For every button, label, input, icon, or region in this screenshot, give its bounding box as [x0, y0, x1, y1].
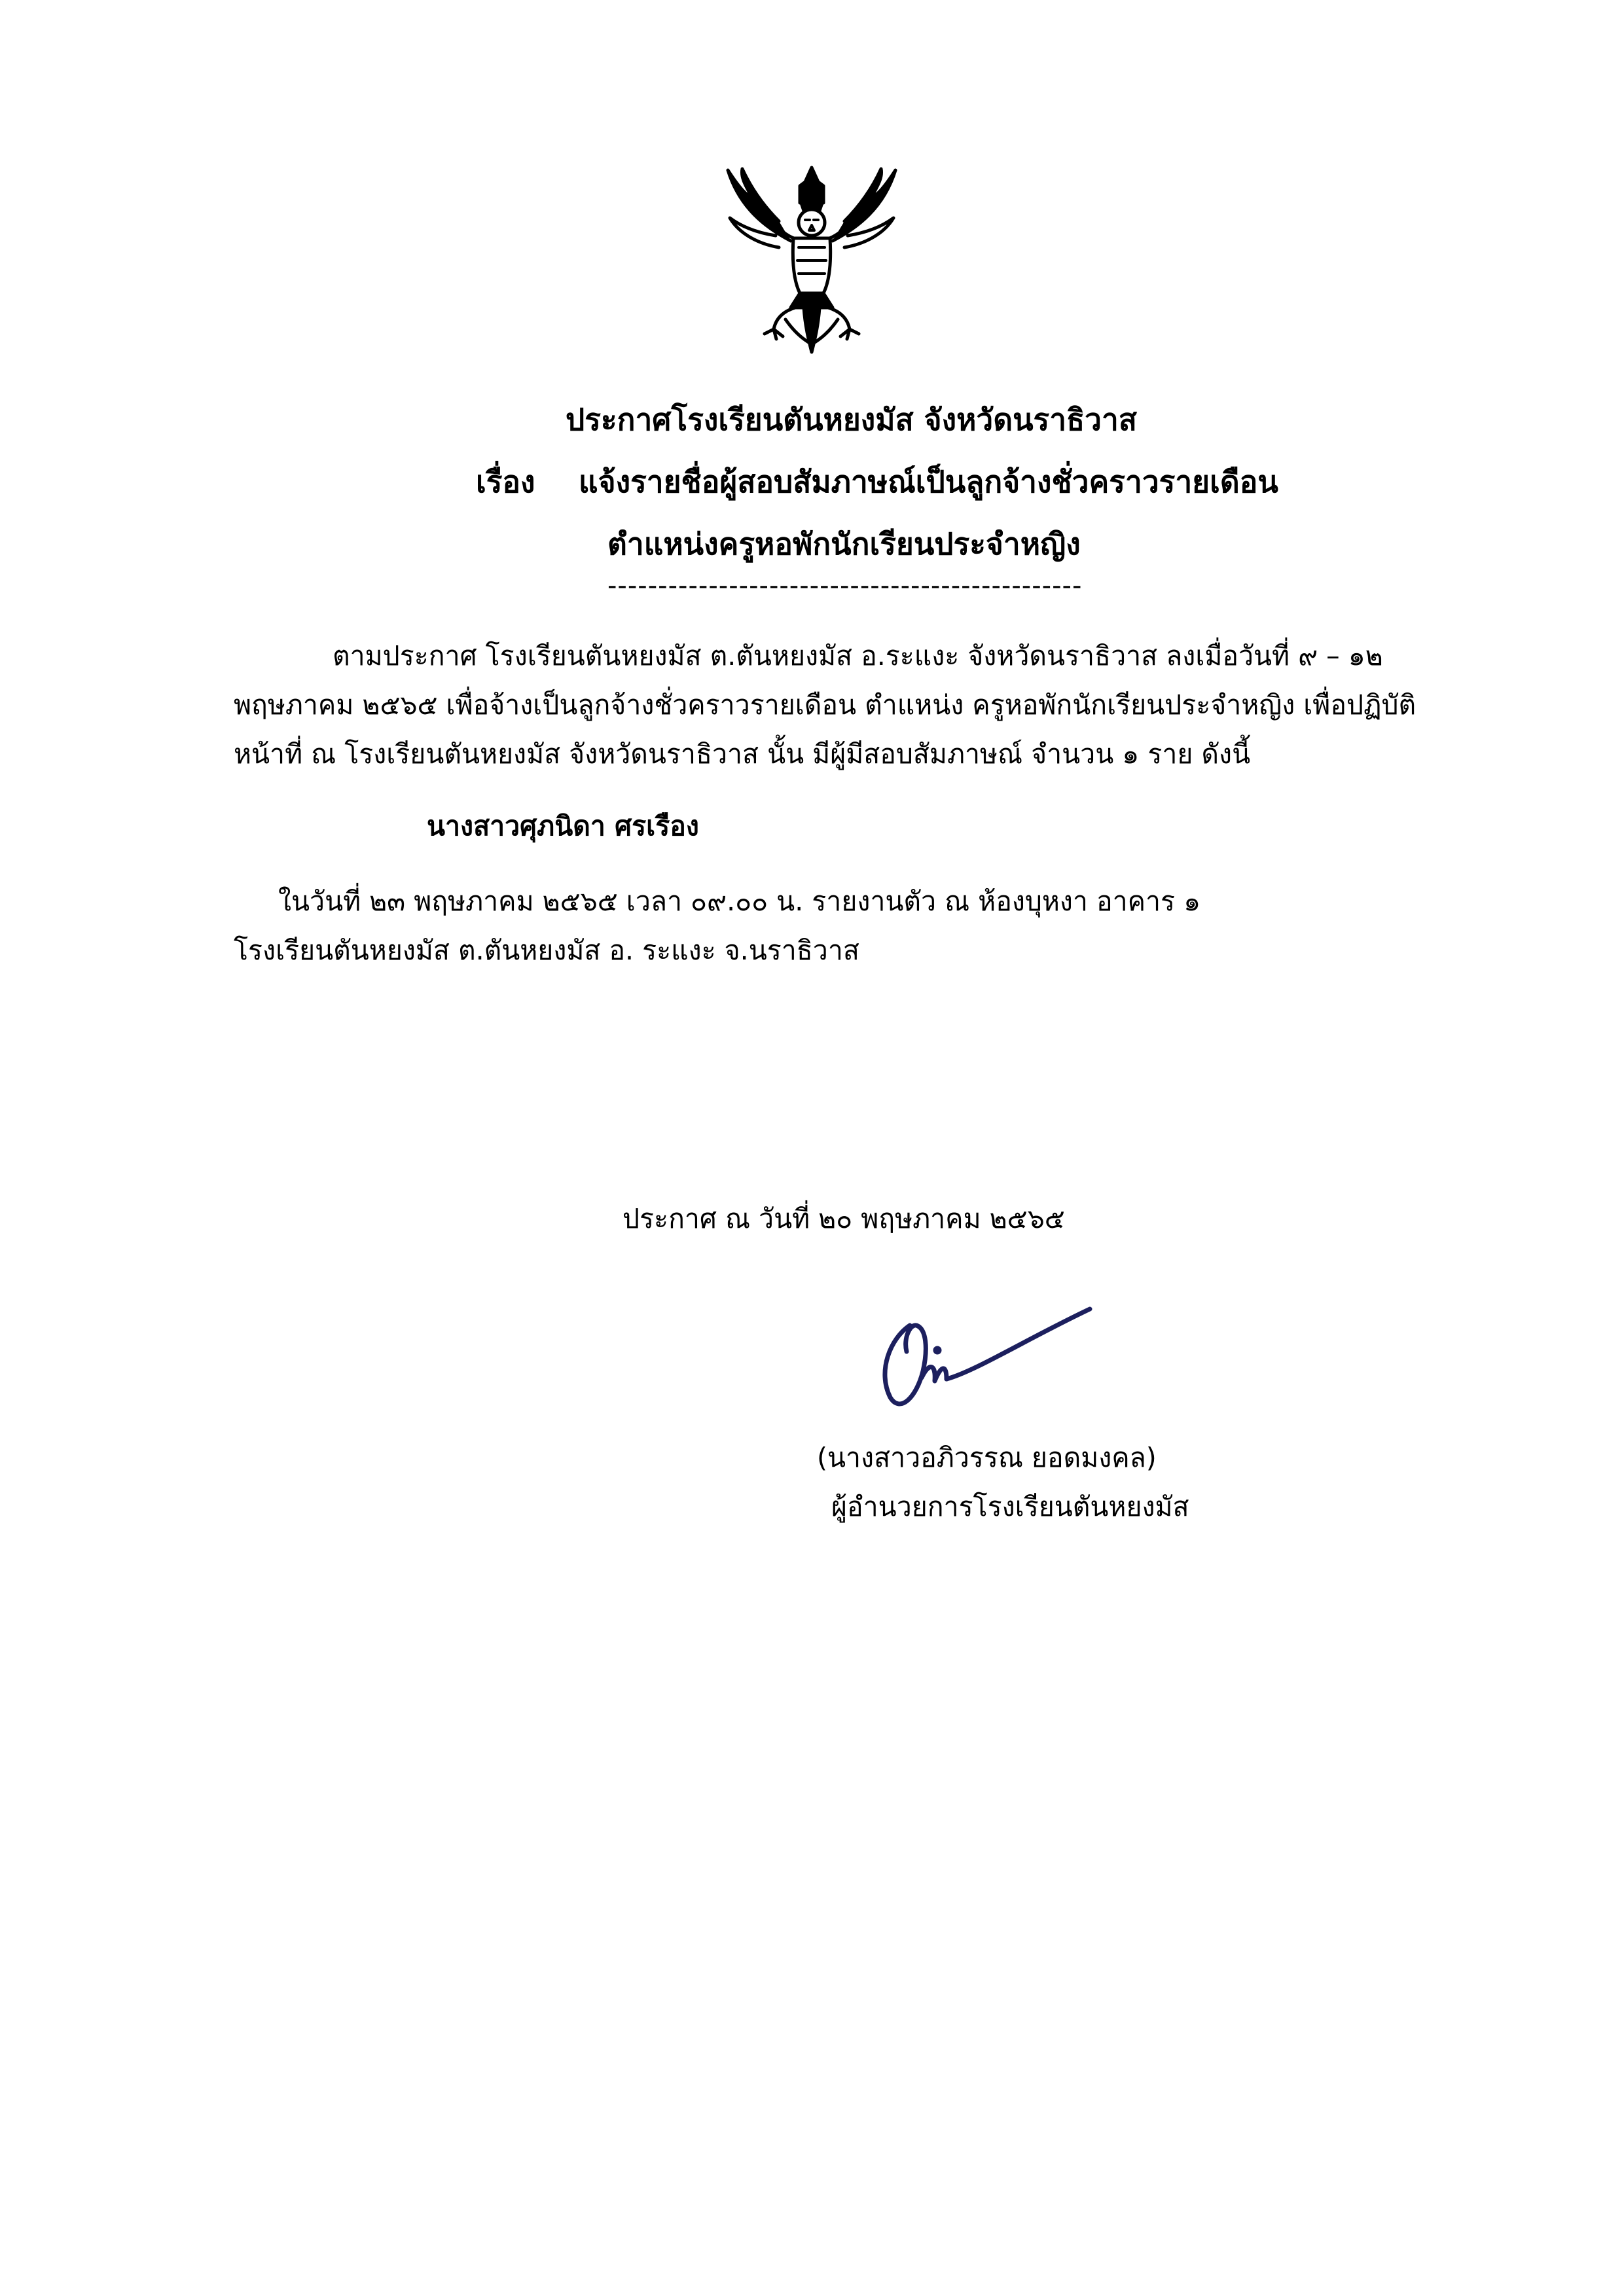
signature: [864, 1299, 1100, 1424]
subject-label: เรื่อง: [476, 464, 535, 499]
paragraph-2-line-2: โรงเรียนตันหยงมัส ต.ตันหยงมัส อ. ระแงะ จ.นราธิวาส: [234, 935, 859, 966]
signer-name: (นางสาวอภิวรรณ ยอดมงคล): [817, 1442, 1157, 1473]
header-separator: -----------------------------------------------: [607, 571, 1083, 601]
paragraph-2-line-1: ในวันที่ ๒๓ พฤษภาคม ๒๕๖๕ เวลา ๐๙.๐๐ น. รายงานตัว ณ ห้องบุหงา อาคาร ๑: [278, 886, 1201, 917]
garuda-emblem-icon: [713, 162, 910, 359]
subject-text: แจ้งรายชื่อผู้สอบสัมภาษณ์เป็นลูกจ้างชั่วคราวรายเดือน: [579, 464, 1278, 499]
signer-title: ผู้อำนวยการโรงเรียนตันหยงมัส: [831, 1491, 1189, 1522]
paragraph-1-line-2: พฤษภาคม ๒๕๖๕ เพื่อจ้างเป็นลูกจ้างชั่วคราวรายเดือน ตำแหน่ง ครูหอพักนักเรียนประจำหญิง เพื่อปฏิบัติ: [234, 689, 1416, 721]
announcement-date: ประกาศ ณ วันที่ ๒๐ พฤษภาคม ๒๕๖๕: [623, 1203, 1065, 1234]
candidate-name: นางสาวศุภนิดา ศรเรือง: [427, 810, 699, 842]
position-title: ตำแหน่งครูหอพักนักเรียนประจำหญิง: [607, 526, 1081, 562]
paragraph-1-line-3: หน้าที่ ณ โรงเรียนตันหยงมัส จังหวัดนราธิวาส นั้น มีผู้มีสอบสัมภาษณ์ จำนวน ๑ ราย ดังนี้: [234, 738, 1251, 770]
announcement-title: ประกาศโรงเรียนตันหยงมัส จังหวัดนราธิวาส: [566, 402, 1137, 437]
paragraph-1-line-1: ตามประกาศ โรงเรียนตันหยงมัส ต.ตันหยงมัส อ.ระแงะ จังหวัดนราธิวาส ลงเมื่อวันที่ ๙ – ๑๒: [333, 640, 1383, 672]
